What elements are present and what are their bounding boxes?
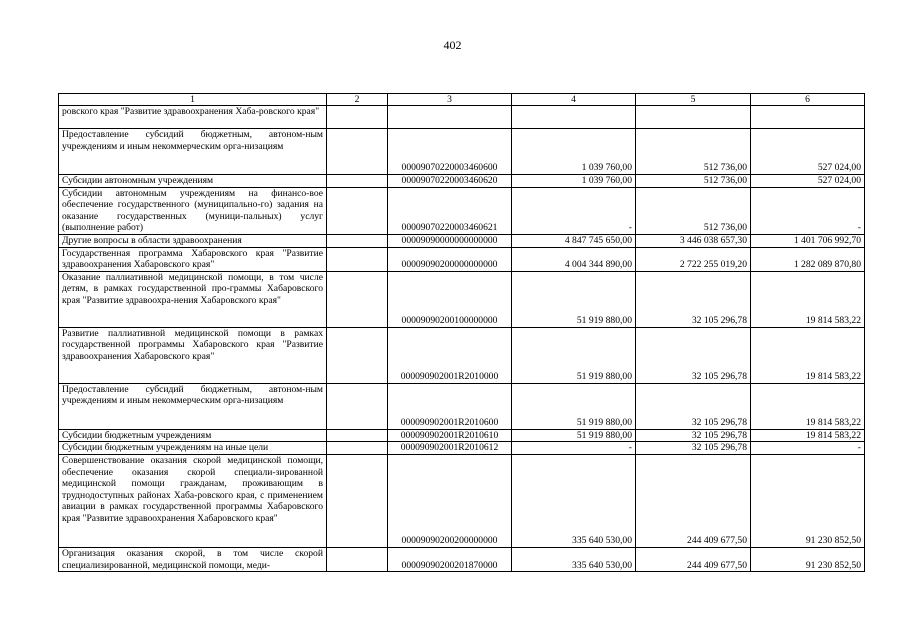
row-value-5: 32 105 296,78	[636, 271, 751, 327]
row-value-5: 2 722 255 019,20	[636, 247, 751, 271]
row-description: Развитие паллиативной медицинской помощи в рамках государственной программы Хабаровского края "Развитие здравоохранения Хабаровского края"	[59, 327, 327, 383]
table-row	[59, 327, 865, 383]
row-value-4: 51 919 880,00	[512, 383, 636, 429]
row-value-6: 19 814 583,22	[751, 429, 865, 442]
row-description: Субсидии бюджетным учреждениям на иные цели	[59, 442, 327, 455]
row-code: 000090902001R2010612	[388, 442, 512, 455]
table-row	[59, 383, 865, 429]
row-value-5: 512 736,00	[636, 187, 751, 234]
row-value-6: 1 282 089 870,80	[751, 247, 865, 271]
table-row	[59, 187, 865, 234]
row-description: Другие вопросы в области здравоохранения	[59, 234, 327, 247]
row-value-4: 51 919 880,00	[512, 327, 636, 383]
row-column-2	[327, 106, 388, 129]
row-value-4: -	[512, 442, 636, 455]
row-description: Государственная программа Хабаровского края "Развитие здравоохранения Хабаровского края"	[59, 247, 327, 271]
row-column-2	[327, 429, 388, 442]
table-row	[59, 106, 865, 129]
row-value-5: 244 409 677,50	[636, 547, 751, 571]
row-value-4: 335 640 530,00	[512, 454, 636, 547]
row-column-2	[327, 234, 388, 247]
row-code: 00009090200201870000	[388, 547, 512, 571]
column-number-6: 6	[751, 94, 865, 106]
row-value-6: -	[751, 442, 865, 455]
row-code	[388, 106, 512, 129]
column-number-1: 1	[59, 94, 327, 106]
row-code: 000090902001R2010000	[388, 327, 512, 383]
row-value-5: 3 446 038 657,30	[636, 234, 751, 247]
row-column-2	[327, 383, 388, 429]
row-value-5: 512 736,00	[636, 175, 751, 188]
table-row	[59, 271, 865, 327]
row-value-4	[512, 106, 636, 129]
table-row	[59, 129, 865, 175]
row-value-4: 4 847 745 650,00	[512, 234, 636, 247]
row-description: Совершенствование оказания скорой медицинской помощи, обеспечение оказания скорой специали-зированной медицинской помощи гражданам, проживающим в труднодоступных районах Хаба-ровского края, с применением авиации в рамках государственной программы Хабаровского края "Развитие здравоохранения Хабаровского края"	[59, 454, 327, 547]
row-description: Предоставление субсидий бюджетным, автоном-ным учреждениям и иным некоммерческим орга-низациям	[59, 383, 327, 429]
table-header-row	[59, 94, 865, 106]
row-value-4: 4 004 344 890,00	[512, 247, 636, 271]
row-column-2	[327, 547, 388, 571]
row-value-6: 91 230 852,50	[751, 454, 865, 547]
table-row	[59, 547, 865, 571]
column-number-2: 2	[327, 94, 388, 106]
row-value-5: 244 409 677,50	[636, 454, 751, 547]
table-row	[59, 234, 865, 247]
row-value-5	[636, 106, 751, 129]
row-column-2	[327, 454, 388, 547]
row-column-2	[327, 247, 388, 271]
row-value-6	[751, 106, 865, 129]
row-description: ровского края "Развитие здравоохранения Хаба-ровского края"	[59, 106, 327, 129]
row-value-6: -	[751, 187, 865, 234]
row-value-6: 527 024,00	[751, 129, 865, 175]
row-code: 00009070220003460620	[388, 175, 512, 188]
table-row	[59, 442, 865, 455]
budget-table	[58, 93, 865, 572]
row-value-4: -	[512, 187, 636, 234]
row-column-2	[327, 175, 388, 188]
row-description: Субсидии бюджетным учреждениям	[59, 429, 327, 442]
row-value-4: 1 039 760,00	[512, 129, 636, 175]
row-description: Организация оказания скорой, в том числе скорой специализированной, медицинской помощи, меди-	[59, 547, 327, 571]
row-code: 00009090000000000000	[388, 234, 512, 247]
row-code: 000090902001R2010610	[388, 429, 512, 442]
row-value-6: 19 814 583,22	[751, 271, 865, 327]
row-value-6: 527 024,00	[751, 175, 865, 188]
row-value-6: 19 814 583,22	[751, 327, 865, 383]
row-value-6: 19 814 583,22	[751, 383, 865, 429]
row-value-6: 1 401 706 992,70	[751, 234, 865, 247]
column-number-3: 3	[388, 94, 512, 106]
column-number-4: 4	[512, 94, 636, 106]
row-value-5: 512 736,00	[636, 129, 751, 175]
column-number-5: 5	[636, 94, 751, 106]
row-code: 00009090200100000000	[388, 271, 512, 327]
table-row	[59, 247, 865, 271]
row-code: 00009090200000000000	[388, 247, 512, 271]
row-column-2	[327, 327, 388, 383]
row-column-2	[327, 187, 388, 234]
row-value-6: 91 230 852,50	[751, 547, 865, 571]
row-description: Предоставление субсидий бюджетным, автоном-ным учреждениям и иным некоммерческим орга-низациям	[59, 129, 327, 175]
row-value-5: 32 105 296,78	[636, 429, 751, 442]
table-row	[59, 175, 865, 188]
row-value-4: 51 919 880,00	[512, 429, 636, 442]
table-row	[59, 429, 865, 442]
row-value-5: 32 105 296,78	[636, 383, 751, 429]
row-value-4: 51 919 880,00	[512, 271, 636, 327]
row-description: Субсидии автономным учреждениям	[59, 175, 327, 188]
row-code: 000090902001R2010600	[388, 383, 512, 429]
row-value-4: 1 039 760,00	[512, 175, 636, 188]
row-value-4: 335 640 530,00	[512, 547, 636, 571]
row-description: Оказание паллиативной медицинской помощи, в том числе детям, в рамках государственной про-граммы Хабаровского края "Развитие здравоохра-нения Хабаровского края"	[59, 271, 327, 327]
row-value-5: 32 105 296,78	[636, 327, 751, 383]
page-number: 402	[443, 38, 462, 52]
row-code: 00009090200200000000	[388, 454, 512, 547]
row-code: 00009070220003460621	[388, 187, 512, 234]
row-code: 00009070220003460600	[388, 129, 512, 175]
row-column-2	[327, 129, 388, 175]
row-column-2	[327, 442, 388, 455]
row-description: Субсидии автономным учреждениям на финансо-вое обеспечение государственного (муниципально-го) задания на оказание государственных (муници-пальных) услуг (выполнение работ)	[59, 187, 327, 234]
row-column-2	[327, 271, 388, 327]
table-row	[59, 454, 865, 547]
row-value-5: 32 105 296,78	[636, 442, 751, 455]
